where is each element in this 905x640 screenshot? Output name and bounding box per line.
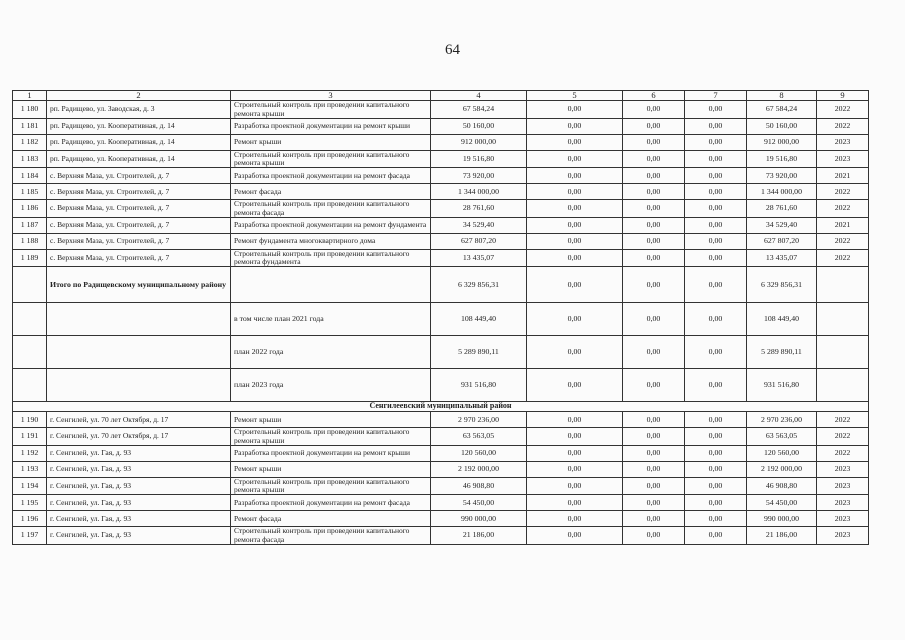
year-cell: 2021 <box>817 217 869 233</box>
table-row <box>13 134 869 150</box>
plan-c4: 5 289 890,11 <box>431 336 527 369</box>
value-cell-6: 0,00 <box>623 527 685 545</box>
plan-c8: 108 449,40 <box>747 303 817 336</box>
plan-c7: 0,00 <box>685 303 747 336</box>
year-cell: 2022 <box>817 445 869 461</box>
year-cell: 2023 <box>817 461 869 477</box>
work-type-cell: Строительный контроль при проведении капитального ремонта фундамента <box>231 249 431 267</box>
plan-c7: 0,00 <box>685 336 747 369</box>
address-cell: г. Сенгилей, ул. 70 лет Октября, д. 17 <box>47 428 231 446</box>
value-cell-5: 0,00 <box>527 168 623 184</box>
summary-plan-row <box>13 369 869 402</box>
plan-c6: 0,00 <box>623 369 685 402</box>
value-cell-8: 73 920,00 <box>747 168 817 184</box>
address-cell: с. Верхняя Маза, ул. Строителей, д. 7 <box>47 168 231 184</box>
value-cell-6: 0,00 <box>623 101 685 119</box>
cost-total-cell: 990 000,00 <box>431 511 527 527</box>
cost-total-cell: 1 344 000,00 <box>431 184 527 200</box>
address-cell: рп. Радищево, ул. Кооперативная, д. 14 <box>47 134 231 150</box>
address-cell: г. Сенгилей, ул. Гая, д. 93 <box>47 527 231 545</box>
address-cell: с. Верхняя Маза, ул. Строителей, д. 7 <box>47 217 231 233</box>
year-cell: 2022 <box>817 233 869 249</box>
year-cell: 2022 <box>817 184 869 200</box>
value-cell-6: 0,00 <box>623 445 685 461</box>
year-cell: 2022 <box>817 101 869 119</box>
row-number: 1 180 <box>13 101 47 119</box>
value-cell-7: 0,00 <box>685 168 747 184</box>
value-cell-7: 0,00 <box>685 150 747 168</box>
cost-total-cell: 50 160,00 <box>431 118 527 134</box>
value-cell-8: 990 000,00 <box>747 511 817 527</box>
value-cell-5: 0,00 <box>527 150 623 168</box>
table-row <box>13 412 869 428</box>
year-cell: 2022 <box>817 118 869 134</box>
plan-c4: 931 516,80 <box>431 369 527 402</box>
summary-total-row <box>13 267 869 303</box>
table-row <box>13 200 869 218</box>
plan-c8: 5 289 890,11 <box>747 336 817 369</box>
value-cell-5: 0,00 <box>527 527 623 545</box>
value-cell-8: 13 435,07 <box>747 249 817 267</box>
column-header: 1 <box>13 91 47 101</box>
value-cell-5: 0,00 <box>527 428 623 446</box>
value-cell-7: 0,00 <box>685 527 747 545</box>
summary-year-cell <box>817 336 869 369</box>
row-number: 1 193 <box>13 461 47 477</box>
value-cell-7: 0,00 <box>685 118 747 134</box>
value-cell-6: 0,00 <box>623 233 685 249</box>
plan-c8: 931 516,80 <box>747 369 817 402</box>
value-cell-5: 0,00 <box>527 217 623 233</box>
value-cell-6: 0,00 <box>623 461 685 477</box>
value-cell-5: 0,00 <box>527 445 623 461</box>
summary-total-c8: 6 329 856,31 <box>747 267 817 303</box>
table-row <box>13 101 869 119</box>
value-cell-8: 627 807,20 <box>747 233 817 249</box>
value-cell-7: 0,00 <box>685 461 747 477</box>
value-cell-6: 0,00 <box>623 184 685 200</box>
value-cell-6: 0,00 <box>623 200 685 218</box>
value-cell-8: 19 516,80 <box>747 150 817 168</box>
work-type-cell: Ремонт фасада <box>231 511 431 527</box>
section-title: Сенгилеевский муниципальный район <box>13 402 869 412</box>
column-header: 5 <box>527 91 623 101</box>
work-type-cell: Ремонт крыши <box>231 461 431 477</box>
value-cell-6: 0,00 <box>623 495 685 511</box>
plan-label: план 2022 года <box>231 336 431 369</box>
table-row <box>13 461 869 477</box>
value-cell-5: 0,00 <box>527 412 623 428</box>
summary-plan-row <box>13 336 869 369</box>
cost-total-cell: 912 000,00 <box>431 134 527 150</box>
summary-plan-row <box>13 303 869 336</box>
row-number: 1 194 <box>13 477 47 495</box>
table-row <box>13 527 869 545</box>
summary-number-cell <box>13 336 47 369</box>
cost-total-cell: 46 908,80 <box>431 477 527 495</box>
table-row <box>13 477 869 495</box>
summary-year-cell <box>817 369 869 402</box>
row-number: 1 189 <box>13 249 47 267</box>
cost-total-cell: 627 807,20 <box>431 233 527 249</box>
column-header: 2 <box>47 91 231 101</box>
value-cell-5: 0,00 <box>527 233 623 249</box>
summary-label-cell <box>231 267 431 303</box>
value-cell-6: 0,00 <box>623 150 685 168</box>
year-cell: 2022 <box>817 428 869 446</box>
value-cell-7: 0,00 <box>685 200 747 218</box>
address-cell: рп. Радищево, ул. Кооперативная, д. 14 <box>47 150 231 168</box>
value-cell-7: 0,00 <box>685 134 747 150</box>
table-row <box>13 511 869 527</box>
address-cell: с. Верхняя Маза, ул. Строителей, д. 7 <box>47 184 231 200</box>
address-cell: г. Сенгилей, ул. 70 лет Октября, д. 17 <box>47 412 231 428</box>
table-row <box>13 168 869 184</box>
row-number: 1 192 <box>13 445 47 461</box>
value-cell-7: 0,00 <box>685 477 747 495</box>
value-cell-6: 0,00 <box>623 249 685 267</box>
value-cell-8: 50 160,00 <box>747 118 817 134</box>
value-cell-6: 0,00 <box>623 168 685 184</box>
address-cell: г. Сенгилей, ул. Гая, д. 93 <box>47 461 231 477</box>
address-cell: с. Верхняя Маза, ул. Строителей, д. 7 <box>47 233 231 249</box>
row-number: 1 195 <box>13 495 47 511</box>
summary-address-cell <box>47 336 231 369</box>
cost-total-cell: 28 761,60 <box>431 200 527 218</box>
header-row <box>13 91 869 101</box>
summary-total-c5: 0,00 <box>527 267 623 303</box>
work-type-cell: Строительный контроль при проведении капитального ремонта крыши <box>231 428 431 446</box>
value-cell-8: 120 560,00 <box>747 445 817 461</box>
work-type-cell: Разработка проектной документации на ремонт фасада <box>231 168 431 184</box>
row-number: 1 191 <box>13 428 47 446</box>
summary-total-c7: 0,00 <box>685 267 747 303</box>
summary-address-cell <box>47 369 231 402</box>
work-type-cell: Разработка проектной документации на ремонт крыши <box>231 445 431 461</box>
value-cell-8: 34 529,40 <box>747 217 817 233</box>
table-row <box>13 233 869 249</box>
value-cell-6: 0,00 <box>623 134 685 150</box>
address-cell: рп. Радищево, ул. Кооперативная, д. 14 <box>47 118 231 134</box>
row-number: 1 185 <box>13 184 47 200</box>
value-cell-7: 0,00 <box>685 101 747 119</box>
plan-c5: 0,00 <box>527 369 623 402</box>
plan-c6: 0,00 <box>623 303 685 336</box>
cost-total-cell: 13 435,07 <box>431 249 527 267</box>
value-cell-5: 0,00 <box>527 134 623 150</box>
work-type-cell: Строительный контроль при проведении капитального ремонта крыши <box>231 101 431 119</box>
cost-total-cell: 34 529,40 <box>431 217 527 233</box>
work-type-cell: Разработка проектной документации на ремонт фасада <box>231 495 431 511</box>
value-cell-7: 0,00 <box>685 511 747 527</box>
work-type-cell: Ремонт фундамента многоквартирного дома <box>231 233 431 249</box>
table-row <box>13 150 869 168</box>
value-cell-7: 0,00 <box>685 184 747 200</box>
value-cell-8: 54 450,00 <box>747 495 817 511</box>
row-number: 1 184 <box>13 168 47 184</box>
value-cell-5: 0,00 <box>527 101 623 119</box>
address-cell: с. Верхняя Маза, ул. Строителей, д. 7 <box>47 200 231 218</box>
row-number: 1 187 <box>13 217 47 233</box>
value-cell-8: 1 344 000,00 <box>747 184 817 200</box>
value-cell-5: 0,00 <box>527 118 623 134</box>
value-cell-5: 0,00 <box>527 249 623 267</box>
value-cell-8: 28 761,60 <box>747 200 817 218</box>
plan-c5: 0,00 <box>527 336 623 369</box>
year-cell: 2023 <box>817 527 869 545</box>
value-cell-5: 0,00 <box>527 200 623 218</box>
value-cell-8: 67 584,24 <box>747 101 817 119</box>
value-cell-8: 2 192 000,00 <box>747 461 817 477</box>
cost-total-cell: 63 563,05 <box>431 428 527 446</box>
value-cell-5: 0,00 <box>527 184 623 200</box>
cost-total-cell: 2 192 000,00 <box>431 461 527 477</box>
table-row <box>13 495 869 511</box>
summary-number-cell <box>13 369 47 402</box>
value-cell-7: 0,00 <box>685 495 747 511</box>
plan-label: в том числе план 2021 года <box>231 303 431 336</box>
work-type-cell: Ремонт фасада <box>231 184 431 200</box>
table-row <box>13 184 869 200</box>
year-cell: 2022 <box>817 200 869 218</box>
cost-total-cell: 21 186,00 <box>431 527 527 545</box>
row-number: 1 186 <box>13 200 47 218</box>
register-table-body <box>13 91 869 545</box>
plan-c5: 0,00 <box>527 303 623 336</box>
value-cell-6: 0,00 <box>623 428 685 446</box>
row-number: 1 183 <box>13 150 47 168</box>
table-row <box>13 249 869 267</box>
summary-total-c4: 6 329 856,31 <box>431 267 527 303</box>
value-cell-7: 0,00 <box>685 217 747 233</box>
year-cell: 2023 <box>817 477 869 495</box>
address-cell: г. Сенгилей, ул. Гая, д. 93 <box>47 495 231 511</box>
row-number: 1 182 <box>13 134 47 150</box>
value-cell-7: 0,00 <box>685 249 747 267</box>
row-number: 1 190 <box>13 412 47 428</box>
column-header: 7 <box>685 91 747 101</box>
plan-c6: 0,00 <box>623 336 685 369</box>
plan-label: план 2023 года <box>231 369 431 402</box>
column-header: 4 <box>431 91 527 101</box>
work-type-cell: Ремонт крыши <box>231 134 431 150</box>
work-type-cell: Разработка проектной документации на ремонт крыши <box>231 118 431 134</box>
year-cell: 2022 <box>817 249 869 267</box>
page-number: 64 <box>445 42 460 58</box>
address-cell: г. Сенгилей, ул. Гая, д. 93 <box>47 511 231 527</box>
value-cell-8: 63 563,05 <box>747 428 817 446</box>
year-cell: 2023 <box>817 134 869 150</box>
row-number: 1 197 <box>13 527 47 545</box>
cost-total-cell: 19 516,80 <box>431 150 527 168</box>
column-header: 6 <box>623 91 685 101</box>
summary-total-c6: 0,00 <box>623 267 685 303</box>
cost-total-cell: 2 970 236,00 <box>431 412 527 428</box>
row-number: 1 188 <box>13 233 47 249</box>
work-type-cell: Разработка проектной документации на ремонт фундамента <box>231 217 431 233</box>
year-cell: 2023 <box>817 150 869 168</box>
table-row <box>13 118 869 134</box>
register-table <box>12 90 869 545</box>
value-cell-8: 912 000,00 <box>747 134 817 150</box>
work-type-cell: Строительный контроль при проведении капитального ремонта крыши <box>231 150 431 168</box>
value-cell-8: 46 908,80 <box>747 477 817 495</box>
value-cell-8: 2 970 236,00 <box>747 412 817 428</box>
summary-year-cell <box>817 267 869 303</box>
year-cell: 2021 <box>817 168 869 184</box>
value-cell-6: 0,00 <box>623 412 685 428</box>
value-cell-7: 0,00 <box>685 233 747 249</box>
value-cell-5: 0,00 <box>527 495 623 511</box>
plan-c7: 0,00 <box>685 369 747 402</box>
address-cell: с. Верхняя Маза, ул. Строителей, д. 7 <box>47 249 231 267</box>
summary-number-cell <box>13 267 47 303</box>
column-header: 8 <box>747 91 817 101</box>
column-header: 9 <box>817 91 869 101</box>
value-cell-6: 0,00 <box>623 511 685 527</box>
cost-total-cell: 120 560,00 <box>431 445 527 461</box>
value-cell-7: 0,00 <box>685 412 747 428</box>
summary-year-cell <box>817 303 869 336</box>
cost-total-cell: 67 584,24 <box>431 101 527 119</box>
column-header: 3 <box>231 91 431 101</box>
section-header-row <box>13 402 869 412</box>
summary-title: Итого по Радищевскому муниципальному району <box>47 267 231 303</box>
table-row <box>13 217 869 233</box>
address-cell: г. Сенгилей, ул. Гая, д. 93 <box>47 477 231 495</box>
value-cell-7: 0,00 <box>685 428 747 446</box>
work-type-cell: Строительный контроль при проведении капитального ремонта фасада <box>231 200 431 218</box>
value-cell-8: 21 186,00 <box>747 527 817 545</box>
value-cell-5: 0,00 <box>527 511 623 527</box>
value-cell-5: 0,00 <box>527 461 623 477</box>
value-cell-5: 0,00 <box>527 477 623 495</box>
address-cell: г. Сенгилей, ул. Гая, д. 93 <box>47 445 231 461</box>
address-cell: рп. Радищево, ул. Заводская, д. 3 <box>47 101 231 119</box>
summary-number-cell <box>13 303 47 336</box>
work-type-cell: Строительный контроль при проведении капитального ремонта крыши <box>231 477 431 495</box>
row-number: 1 181 <box>13 118 47 134</box>
year-cell: 2023 <box>817 495 869 511</box>
value-cell-6: 0,00 <box>623 477 685 495</box>
work-type-cell: Строительный контроль при проведении капитального ремонта фасада <box>231 527 431 545</box>
year-cell: 2023 <box>817 511 869 527</box>
cost-total-cell: 73 920,00 <box>431 168 527 184</box>
table-row <box>13 445 869 461</box>
value-cell-7: 0,00 <box>685 445 747 461</box>
value-cell-6: 0,00 <box>623 217 685 233</box>
row-number: 1 196 <box>13 511 47 527</box>
plan-c4: 108 449,40 <box>431 303 527 336</box>
value-cell-6: 0,00 <box>623 118 685 134</box>
work-type-cell: Ремонт крыши <box>231 412 431 428</box>
year-cell: 2022 <box>817 412 869 428</box>
cost-total-cell: 54 450,00 <box>431 495 527 511</box>
table-row <box>13 428 869 446</box>
summary-address-cell <box>47 303 231 336</box>
